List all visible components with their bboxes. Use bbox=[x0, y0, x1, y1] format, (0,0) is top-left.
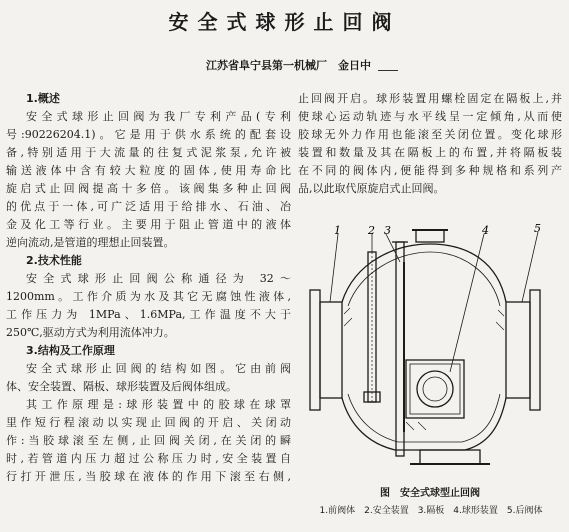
text-line: 备,特别适用于大流量的往复式泥浆泵,允许被 bbox=[6, 146, 291, 159]
text-line: 其工作原理是:球形装置中的胶球在球罩 bbox=[26, 398, 291, 411]
figure-label-1: 1 bbox=[334, 224, 341, 237]
text-line: 品,以此取代原旋启式止回阀。 bbox=[298, 182, 445, 195]
figure-caption: 图 安全式球型止回阀 bbox=[380, 488, 480, 499]
center-joint bbox=[396, 242, 404, 456]
right-flange bbox=[530, 290, 540, 410]
section-heading: 3.结构及工作原理 bbox=[26, 344, 115, 357]
rubber-ball bbox=[417, 371, 453, 407]
text-line: 工作压力为 1MPa、1.6MPa,工作温度不大于 bbox=[6, 308, 291, 321]
safety-device bbox=[368, 252, 376, 402]
text-line: 安全式球形止回阀为我厂专利产品(专利 bbox=[26, 110, 291, 123]
text-line: 输送液体中含有较大粒度的固体,使用寿命比 bbox=[6, 164, 291, 177]
text-line: 安全式球形止回阀的结构如图。它由前阀 bbox=[26, 362, 291, 375]
text-line: 安全式球形止回阀公称通径为 32～ bbox=[26, 272, 291, 285]
text-line: 逆向流动,是管道的理想止回装置。 bbox=[6, 236, 175, 249]
text-line: 装置和数量及其在隔板上的布置,并将隔板装 bbox=[298, 146, 562, 159]
left-column bbox=[6, 90, 291, 486]
figure-legend: 1.前阀体 2.安全装置 3.隔板 4.球形装置 5.后阀体 bbox=[319, 506, 543, 516]
left-pipe bbox=[320, 302, 342, 398]
text-line: 250℃,驱动方式为利用流体冲力。 bbox=[6, 326, 175, 339]
ball-housing bbox=[406, 360, 464, 418]
author-rule bbox=[378, 70, 398, 71]
left-flange bbox=[310, 290, 320, 410]
text-line: 使球心运动轨迹与水平线呈一定倾角,从而使 bbox=[298, 110, 562, 123]
text-line: 1200mm。工作介质为水及其它无腐蚀性液体, bbox=[6, 290, 291, 303]
valve-figure bbox=[300, 222, 562, 488]
text-line: 里作短行程滚动以实现止回阀的开启、关闭动 bbox=[6, 416, 291, 429]
text-line: 行打开泄压,当胶球在液体的作用下滚至右侧, bbox=[6, 470, 291, 483]
figure-label-4: 4 bbox=[482, 224, 489, 237]
section-heading: 1.概述 bbox=[26, 92, 60, 105]
text-line: 体、安全装置、隔板、球形装置及后阀体组成。 bbox=[6, 380, 237, 393]
valve-drawing bbox=[300, 222, 562, 488]
text-line: 胶球无外力作用也能滚至关闭位置。变化球形 bbox=[298, 128, 562, 141]
text-line: 时,若管道内压力超过公称压力时,安全装置自 bbox=[6, 452, 291, 465]
figure-label-5: 5 bbox=[534, 222, 541, 235]
author-line: 江苏省阜宁县第一机械厂 金日中 bbox=[206, 59, 371, 72]
section-heading: 2.技术性能 bbox=[26, 254, 82, 267]
right-pipe bbox=[506, 302, 530, 398]
base-plate bbox=[420, 450, 480, 464]
article-title: 安全式球形止回阀 bbox=[168, 10, 401, 34]
text-line: 旋启式止回阀提高十多倍。该阀集多种止回阀 bbox=[6, 182, 291, 195]
text-line: 在不同的阀体内,便能得到多种规格和系列产 bbox=[298, 164, 562, 177]
text-line: 金及化工等行业。主要用于阻止管道中的液体 bbox=[6, 218, 291, 231]
text-line: 号:90226204.1)。它是用于供水系统的配套设 bbox=[6, 128, 291, 141]
right-column bbox=[298, 90, 562, 198]
figure-label-2: 2 bbox=[368, 224, 375, 237]
text-line: 作:当胶球滚至左侧,止回阀关闭,在关闭的瞬 bbox=[6, 434, 291, 447]
text-line: 止回阀开启。球形装置用螺栓固定在隔板上,并 bbox=[298, 92, 562, 105]
top-cap bbox=[416, 230, 444, 242]
text-line: 的优点于一体,可广泛适用于给排水、石油、冶 bbox=[6, 200, 291, 213]
figure-label-3: 3 bbox=[384, 224, 391, 237]
